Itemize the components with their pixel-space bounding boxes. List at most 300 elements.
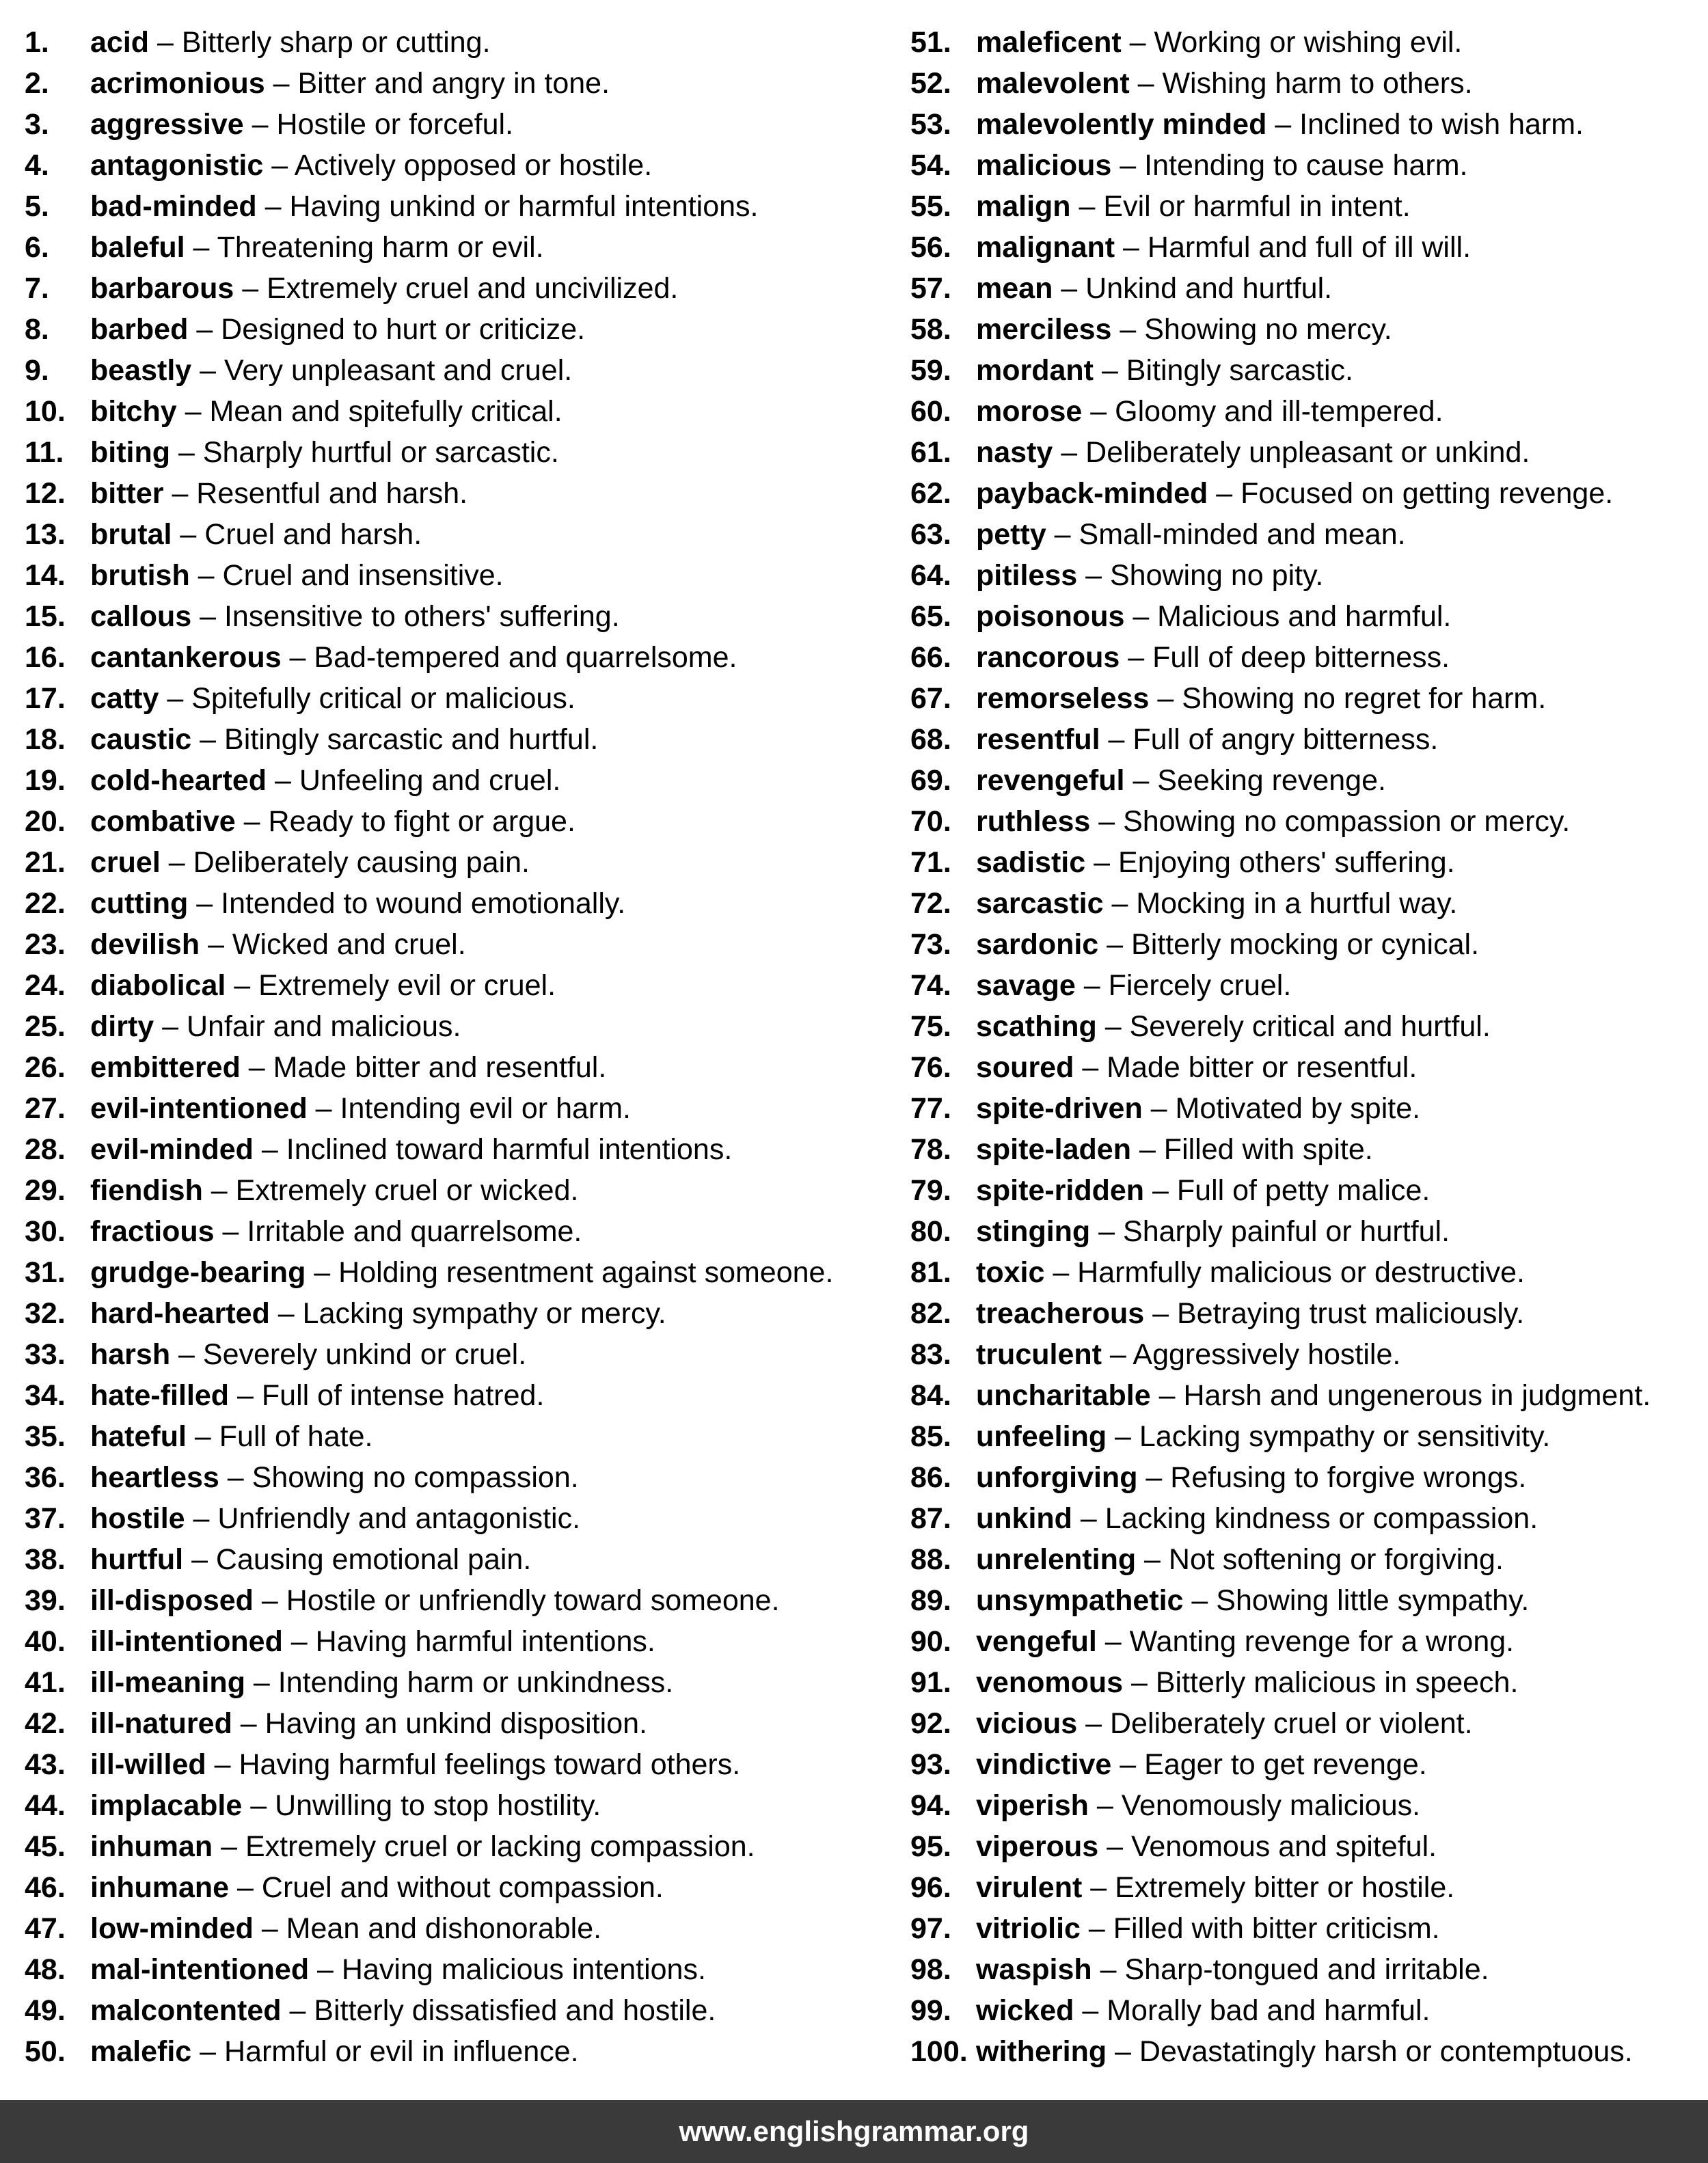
item-definition: – Extremely cruel and uncivilized. xyxy=(234,272,679,305)
list-item xyxy=(910,350,1696,391)
item-term: mal-intentioned xyxy=(90,1953,310,1986)
list-item xyxy=(25,719,879,760)
item-number: 65. xyxy=(910,600,951,633)
item-definition: – Sharply hurtful or sarcastic. xyxy=(170,436,559,469)
item-definition: – Unwilling to stop hostility. xyxy=(242,1789,601,1822)
item-definition: – Motivated by spite. xyxy=(1142,1092,1421,1125)
item-number: 63. xyxy=(910,518,951,551)
list-item xyxy=(25,391,879,432)
list-item xyxy=(25,1498,879,1539)
list-item xyxy=(25,801,879,842)
list-item xyxy=(910,1416,1696,1457)
item-term: brutish xyxy=(90,559,190,592)
list-item xyxy=(910,186,1696,227)
item-number: 61. xyxy=(910,436,951,469)
list-item xyxy=(910,1785,1696,1826)
item-number: 67. xyxy=(910,682,951,715)
item-definition: – Enjoying others' suffering. xyxy=(1085,846,1455,879)
list-item xyxy=(910,1662,1696,1703)
item-term: baleful xyxy=(90,231,185,264)
item-definition: – Bad-tempered and quarrelsome. xyxy=(281,641,737,674)
list-item xyxy=(25,1580,879,1621)
item-term: malevolent xyxy=(976,67,1130,100)
list-item xyxy=(25,514,879,555)
list-item xyxy=(910,391,1696,432)
item-definition: – Designed to hurt or criticize. xyxy=(188,313,586,346)
item-term: harsh xyxy=(90,1338,171,1371)
item-number: 68. xyxy=(910,723,951,756)
list-item xyxy=(25,1375,879,1416)
item-definition: – Cruel and insensitive. xyxy=(189,559,504,592)
item-definition: – Made bitter and resentful. xyxy=(240,1051,607,1084)
list-item xyxy=(25,104,879,145)
item-number: 18. xyxy=(25,723,66,756)
item-term: wicked xyxy=(976,1994,1074,2027)
item-number: 11. xyxy=(25,436,64,469)
item-number: 56. xyxy=(910,231,951,264)
list-item xyxy=(910,1129,1696,1170)
item-term: acid xyxy=(90,26,150,59)
item-term: biting xyxy=(90,436,171,469)
item-definition: – Devastatingly harsh or contemptuous. xyxy=(1107,2035,1633,2068)
item-definition: – Irritable and quarrelsome. xyxy=(214,1215,582,1248)
list-item xyxy=(25,350,879,391)
list-item xyxy=(910,104,1696,145)
item-term: ill-natured xyxy=(90,1707,232,1740)
list-item xyxy=(910,1498,1696,1539)
item-definition: – Harmfully malicious or destructive. xyxy=(1044,1256,1525,1289)
list-item xyxy=(25,1252,879,1293)
item-definition: – Intending harm or unkindness. xyxy=(245,1666,674,1699)
item-number: 44. xyxy=(25,1789,66,1822)
item-definition: – Hostile or unfriendly toward someone. xyxy=(253,1584,780,1617)
item-number: 64. xyxy=(910,559,951,592)
list-item xyxy=(25,1949,879,1990)
list-item xyxy=(910,1908,1696,1949)
item-term: spite-laden xyxy=(976,1133,1131,1166)
item-definition: – Full of angry bitterness. xyxy=(1100,723,1439,756)
list-item xyxy=(910,883,1696,924)
item-term: vitriolic xyxy=(976,1912,1081,1945)
item-number: 23. xyxy=(25,928,66,961)
list-item xyxy=(25,678,879,719)
item-number: 7. xyxy=(25,272,49,305)
list-item xyxy=(25,1416,879,1457)
item-number: 42. xyxy=(25,1707,66,1740)
item-term: hard-hearted xyxy=(90,1297,270,1330)
item-term: ill-meaning xyxy=(90,1666,245,1699)
item-number: 4. xyxy=(25,149,49,182)
item-term: hateful xyxy=(90,1420,187,1453)
item-number: 79. xyxy=(910,1174,951,1207)
item-term: viperous xyxy=(976,1830,1099,1863)
item-term: barbed xyxy=(90,313,189,346)
item-term: poisonous xyxy=(976,600,1125,633)
item-definition: – Having malicious intentions. xyxy=(309,1953,706,1986)
list-item xyxy=(910,678,1696,719)
item-definition: – Eager to get revenge. xyxy=(1111,1748,1427,1781)
item-definition: – Wanting revenge for a wrong. xyxy=(1096,1625,1515,1658)
list-item xyxy=(910,1580,1696,1621)
item-number: 2. xyxy=(25,67,49,100)
item-number: 37. xyxy=(25,1502,66,1535)
list-item xyxy=(25,1621,879,1662)
item-number: 21. xyxy=(25,846,66,879)
list-item xyxy=(25,1047,879,1088)
item-definition: – Filled with bitter criticism. xyxy=(1080,1912,1440,1945)
item-definition: – Full of intense hatred. xyxy=(229,1379,545,1412)
item-number: 75. xyxy=(910,1010,951,1043)
item-term: cruel xyxy=(90,846,161,879)
item-definition: – Mean and spitefully critical. xyxy=(176,395,562,428)
item-term: diabolical xyxy=(90,969,226,1002)
item-definition: – Extremely evil or cruel. xyxy=(226,969,556,1002)
item-definition: – Harsh and ungenerous in judgment. xyxy=(1150,1379,1651,1412)
item-term: caustic xyxy=(90,723,192,756)
list-item xyxy=(25,432,879,473)
item-term: venomous xyxy=(976,1666,1124,1699)
list-item xyxy=(910,1621,1696,1662)
item-term: ill-willed xyxy=(90,1748,206,1781)
item-number: 3. xyxy=(25,108,49,141)
item-term: fiendish xyxy=(90,1174,203,1207)
item-definition: – Wishing harm to others. xyxy=(1129,67,1473,100)
item-number: 15. xyxy=(25,600,66,633)
item-number: 85. xyxy=(910,1420,951,1453)
list-item xyxy=(910,1457,1696,1498)
item-number: 80. xyxy=(910,1215,951,1248)
item-number: 58. xyxy=(910,313,951,346)
item-number: 5. xyxy=(25,190,49,223)
item-number: 27. xyxy=(25,1092,66,1125)
item-term: morose xyxy=(976,395,1083,428)
item-number: 93. xyxy=(910,1748,951,1781)
item-definition: – Full of petty malice. xyxy=(1144,1174,1431,1207)
item-term: barbarous xyxy=(90,272,234,305)
item-definition: – Sharp-tongued and irritable. xyxy=(1092,1953,1489,1986)
item-definition: – Fiercely cruel. xyxy=(1075,969,1292,1002)
item-term: embittered xyxy=(90,1051,241,1084)
item-definition: – Showing no compassion or mercy. xyxy=(1090,805,1571,838)
item-term: spite-driven xyxy=(976,1092,1143,1125)
item-number: 62. xyxy=(910,477,951,510)
item-term: revengeful xyxy=(976,764,1125,797)
item-term: scathing xyxy=(976,1010,1097,1043)
item-term: payback-minded xyxy=(976,477,1208,510)
item-number: 25. xyxy=(25,1010,66,1043)
item-number: 90. xyxy=(910,1625,951,1658)
list-item xyxy=(910,1744,1696,1785)
item-number: 51. xyxy=(910,26,951,59)
list-item xyxy=(25,2031,879,2072)
item-definition: – Wicked and cruel. xyxy=(200,928,466,961)
item-definition: – Full of hate. xyxy=(186,1420,373,1453)
item-number: 52. xyxy=(910,67,951,100)
item-definition: – Mocking in a hurtful way. xyxy=(1103,887,1458,920)
item-term: merciless xyxy=(976,313,1112,346)
item-definition: – Betraying trust maliciously. xyxy=(1144,1297,1525,1330)
item-number: 19. xyxy=(25,764,66,797)
list-item xyxy=(25,1293,879,1334)
item-term: stinging xyxy=(976,1215,1091,1248)
item-term: waspish xyxy=(976,1953,1092,1986)
list-item xyxy=(25,1457,879,1498)
item-term: unfeeling xyxy=(976,1420,1107,1453)
item-definition: – Showing no mercy. xyxy=(1111,313,1392,346)
item-term: implacable xyxy=(90,1789,243,1822)
list-item xyxy=(25,22,879,63)
item-term: malicious xyxy=(976,149,1112,182)
list-item xyxy=(910,637,1696,678)
list-item xyxy=(25,1334,879,1375)
item-number: 32. xyxy=(25,1297,66,1330)
item-definition: – Inclined to wish harm. xyxy=(1266,108,1584,141)
item-definition: – Aggressively hostile. xyxy=(1101,1338,1401,1371)
item-number: 57. xyxy=(910,272,951,305)
list-item xyxy=(910,842,1696,883)
list-item xyxy=(25,1703,879,1744)
item-term: ill-disposed xyxy=(90,1584,254,1617)
list-item xyxy=(910,801,1696,842)
item-number: 96. xyxy=(910,1871,951,1904)
item-number: 28. xyxy=(25,1133,66,1166)
list-item xyxy=(910,268,1696,309)
item-term: grudge-bearing xyxy=(90,1256,306,1289)
item-term: rancorous xyxy=(976,641,1120,674)
item-definition: – Malicious and harmful. xyxy=(1124,600,1452,633)
item-number: 69. xyxy=(910,764,951,797)
item-number: 66. xyxy=(910,641,951,674)
item-term: malignant xyxy=(976,231,1115,264)
item-number: 55. xyxy=(910,190,951,223)
item-definition: – Cruel and harsh. xyxy=(172,518,422,551)
item-term: withering xyxy=(976,2035,1107,2068)
list-item xyxy=(910,1990,1696,2031)
item-term: viperish xyxy=(976,1789,1089,1822)
list-item xyxy=(25,1088,879,1129)
list-item xyxy=(25,1826,879,1867)
item-definition: – Having unkind or harmful intentions. xyxy=(256,190,759,223)
item-term: low-minded xyxy=(90,1912,254,1945)
list-item xyxy=(25,1990,879,2031)
list-item xyxy=(25,1662,879,1703)
item-number: 72. xyxy=(910,887,951,920)
list-item xyxy=(25,1211,879,1252)
item-number: 17. xyxy=(25,682,66,715)
item-number: 98. xyxy=(910,1953,951,1986)
list-item xyxy=(25,1908,879,1949)
item-term: treacherous xyxy=(976,1297,1145,1330)
list-item xyxy=(25,1170,879,1211)
item-term: malcontented xyxy=(90,1994,282,2027)
list-item xyxy=(25,555,879,596)
item-term: remorseless xyxy=(976,682,1150,715)
footer-bar xyxy=(0,2100,1708,2163)
list-item xyxy=(25,1006,879,1047)
item-definition: – Full of deep bitterness. xyxy=(1120,641,1450,674)
item-term: aggressive xyxy=(90,108,244,141)
item-number: 29. xyxy=(25,1174,66,1207)
list-item xyxy=(25,1129,879,1170)
item-definition: – Having an unkind disposition. xyxy=(232,1707,648,1740)
item-number: 88. xyxy=(910,1543,951,1576)
list-item xyxy=(910,1703,1696,1744)
item-definition: – Unkind and hurtful. xyxy=(1053,272,1333,305)
list-item xyxy=(910,514,1696,555)
item-term: acrimonious xyxy=(90,67,265,100)
item-term: inhuman xyxy=(90,1830,213,1863)
list-item xyxy=(25,145,879,186)
item-term: callous xyxy=(90,600,192,633)
list-item xyxy=(25,1867,879,1908)
list-item xyxy=(910,1293,1696,1334)
item-definition: – Bitterly dissatisfied and hostile. xyxy=(281,1994,716,2027)
item-number: 46. xyxy=(25,1871,66,1904)
list-item xyxy=(25,1785,879,1826)
word-list-right xyxy=(910,22,1696,2072)
list-item xyxy=(910,1088,1696,1129)
item-number: 13. xyxy=(25,518,66,551)
item-number: 24. xyxy=(25,969,66,1002)
item-definition: – Intended to wound emotionally. xyxy=(188,887,626,920)
item-number: 54. xyxy=(910,149,951,182)
item-definition: – Insensitive to others' suffering. xyxy=(191,600,620,633)
list-item xyxy=(25,1744,879,1785)
item-definition: – Harmful or evil in influence. xyxy=(191,2035,579,2068)
item-definition: – Unfair and malicious. xyxy=(154,1010,461,1043)
item-term: savage xyxy=(976,969,1076,1002)
item-number: 45. xyxy=(25,1830,66,1863)
list-item xyxy=(910,432,1696,473)
item-term: uncharitable xyxy=(976,1379,1151,1412)
item-term: beastly xyxy=(90,354,192,387)
item-number: 30. xyxy=(25,1215,66,1248)
item-number: 78. xyxy=(910,1133,951,1166)
item-number: 77. xyxy=(910,1092,951,1125)
item-definition: – Extremely bitter or hostile. xyxy=(1082,1871,1455,1904)
item-term: cold-hearted xyxy=(90,764,267,797)
item-definition: – Spitefully critical or malicious. xyxy=(159,682,575,715)
footer-website: www.englishgrammar.org xyxy=(679,2115,1029,2147)
item-definition: – Showing no compassion. xyxy=(219,1461,579,1494)
list-item xyxy=(910,1826,1696,1867)
item-definition: – Intending to cause harm. xyxy=(1111,149,1468,182)
item-definition: – Actively opposed or hostile. xyxy=(263,149,653,182)
item-term: toxic xyxy=(976,1256,1045,1289)
item-definition: – Showing no pity. xyxy=(1077,559,1324,592)
item-number: 34. xyxy=(25,1379,66,1412)
item-term: mordant xyxy=(976,354,1094,387)
item-definition: – Not softening or forgiving. xyxy=(1136,1543,1504,1576)
list-item xyxy=(25,637,879,678)
list-item xyxy=(25,965,879,1006)
item-number: 49. xyxy=(25,1994,66,2027)
item-number: 33. xyxy=(25,1338,66,1371)
item-term: virulent xyxy=(976,1871,1083,1904)
item-definition: – Ready to fight or argue. xyxy=(235,805,575,838)
item-definition: – Lacking kindness or compassion. xyxy=(1072,1502,1538,1535)
item-definition: – Lacking sympathy or sensitivity. xyxy=(1107,1420,1551,1453)
list-item xyxy=(910,1867,1696,1908)
item-definition: – Refusing to forgive wrongs. xyxy=(1137,1461,1527,1494)
word-list-left xyxy=(25,22,879,2072)
list-item xyxy=(910,596,1696,637)
item-term: soured xyxy=(976,1051,1074,1084)
list-item xyxy=(25,473,879,514)
item-number: 26. xyxy=(25,1051,66,1084)
item-term: fractious xyxy=(90,1215,215,1248)
item-definition: – Made bitter or resentful. xyxy=(1074,1051,1418,1084)
list-item xyxy=(25,760,879,801)
list-item xyxy=(910,1006,1696,1047)
item-number: 6. xyxy=(25,231,49,264)
list-item xyxy=(25,227,879,268)
item-term: heartless xyxy=(90,1461,219,1494)
item-number: 36. xyxy=(25,1461,66,1494)
item-number: 60. xyxy=(910,395,951,428)
item-number: 81. xyxy=(910,1256,951,1289)
item-term: unforgiving xyxy=(976,1461,1138,1494)
item-number: 41. xyxy=(25,1666,66,1699)
item-term: vindictive xyxy=(976,1748,1112,1781)
item-definition: – Bitingly sarcastic and hurtful. xyxy=(191,723,599,756)
item-definition: – Bitter and angry in tone. xyxy=(265,67,610,100)
item-definition: – Deliberately cruel or violent. xyxy=(1077,1707,1473,1740)
item-term: combative xyxy=(90,805,236,838)
item-term: hate-filled xyxy=(90,1379,230,1412)
item-term: bitchy xyxy=(90,395,177,428)
item-term: vengeful xyxy=(976,1625,1097,1658)
item-number: 82. xyxy=(910,1297,951,1330)
item-definition: – Deliberately causing pain. xyxy=(160,846,530,879)
item-number: 10. xyxy=(25,395,66,428)
item-term: bitter xyxy=(90,477,164,510)
item-definition: – Filled with spite. xyxy=(1131,1133,1373,1166)
list-item xyxy=(25,309,879,350)
item-definition: – Mean and dishonorable. xyxy=(253,1912,602,1945)
item-definition: – Gloomy and ill-tempered. xyxy=(1082,395,1443,428)
list-item xyxy=(910,1539,1696,1580)
item-term: catty xyxy=(90,682,159,715)
item-term: evil-minded xyxy=(90,1133,254,1166)
item-term: brutal xyxy=(90,518,172,551)
item-number: 1. xyxy=(25,26,49,59)
list-item xyxy=(910,473,1696,514)
item-term: inhumane xyxy=(90,1871,230,1904)
list-item xyxy=(910,924,1696,965)
item-definition: – Venomously malicious. xyxy=(1088,1789,1421,1822)
item-term: nasty xyxy=(976,436,1053,469)
item-number: 35. xyxy=(25,1420,66,1453)
item-number: 87. xyxy=(910,1502,951,1535)
item-number: 84. xyxy=(910,1379,951,1412)
item-definition: – Threatening harm or evil. xyxy=(185,231,544,264)
item-definition: – Intending evil or harm. xyxy=(307,1092,631,1125)
item-definition: – Unfeeling and cruel. xyxy=(267,764,561,797)
list-item xyxy=(25,924,879,965)
list-item xyxy=(910,309,1696,350)
item-number: 95. xyxy=(910,1830,951,1863)
item-number: 73. xyxy=(910,928,951,961)
item-term: hurtful xyxy=(90,1543,184,1576)
item-number: 12. xyxy=(25,477,66,510)
item-number: 83. xyxy=(910,1338,951,1371)
item-term: cantankerous xyxy=(90,641,282,674)
item-number: 40. xyxy=(25,1625,66,1658)
list-item xyxy=(25,186,879,227)
list-item xyxy=(910,145,1696,186)
item-definition: – Bitingly sarcastic. xyxy=(1094,354,1353,387)
